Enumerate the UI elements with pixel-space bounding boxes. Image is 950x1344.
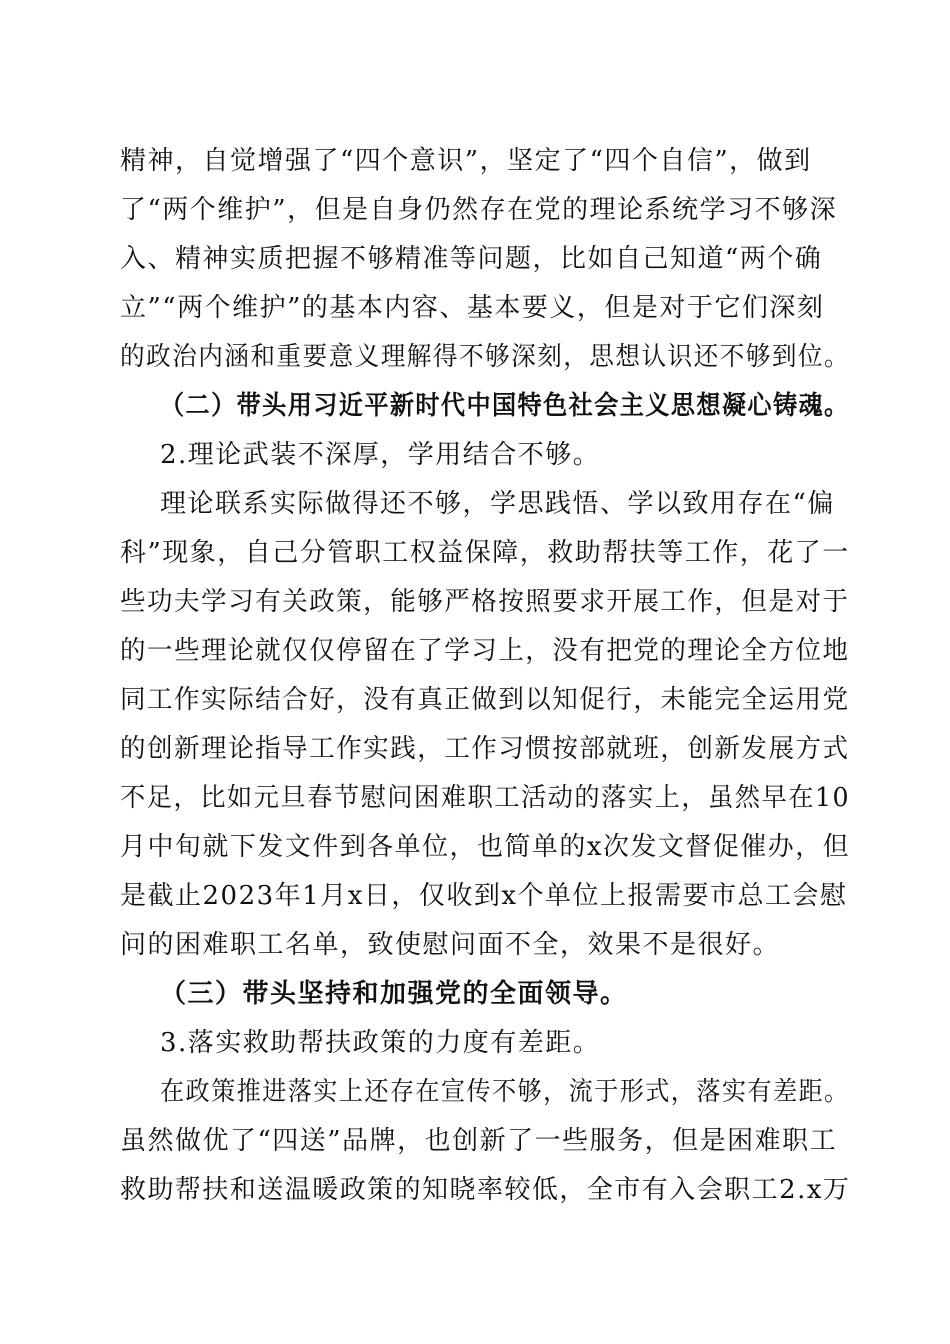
paragraph-line: 问的困难职工名单，致使慰问面不全，效果不是很好。 xyxy=(120,930,781,960)
paragraph-line: 些功夫学习有关政策，能够严格按照要求开展工作，但是对于 xyxy=(120,587,850,617)
subsection-heading-3: 3.落实救助帮扶政策的力度有差距。 xyxy=(160,1028,601,1058)
paragraph-line: 救助帮扶和送温暖政策的知晓率较低，全市有入会职工2.x万 xyxy=(120,1175,851,1205)
section-heading-3: （三）带头坚持和加强党的全面领导。 xyxy=(160,979,628,1009)
paragraph-line: 的一些理论就仅仅停留在了学习上，没有把党的理论全方位地 xyxy=(120,636,850,666)
paragraph-line: 的创新理论指导工作实践，工作习惯按部就班，创新发展方式 xyxy=(120,734,850,764)
paragraph-line: 精神，自觉增强了“四个意识”，坚定了“四个自信”，做到 xyxy=(120,146,812,176)
paragraph-line: 理论联系实际做得还不够，学思践悟、学以致用存在“偏 xyxy=(160,489,835,519)
paragraph-line: 在政策推进落实上还存在宣传不够，流于形式，落实有差距。 xyxy=(160,1077,850,1107)
paragraph-line: 是截止2023年1月x日，仅收到x个单位上报需要市总工会慰 xyxy=(120,881,848,911)
paragraph-line: 入、精神实质把握不够精准等问题，比如自己知道“两个确 xyxy=(120,244,823,274)
paragraph-line: 科”现象，自己分管职工权益保障，救助帮扶等工作，花了一 xyxy=(120,538,850,568)
subsection-heading-2: 2.理论武装不深厚，学用结合不够。 xyxy=(160,440,601,470)
paragraph-line: 了“两个维护”，但是自身仍然存在党的理论系统学习不够深 xyxy=(120,195,838,225)
section-heading-2: （二）带头用习近平新时代中国特色社会主义思想凝心铸魂。 xyxy=(160,391,850,421)
paragraph-line: 立”“两个维护”的基本内容、基本要义，但是对于它们深刻 xyxy=(120,293,825,323)
paragraph-line: 虽然做优了“四送”品牌，也创新了一些服务，但是困难职工 xyxy=(120,1126,838,1156)
paragraph-line: 同工作实际结合好，没有真正做到以知促行，未能完全运用党 xyxy=(120,685,850,715)
paragraph-line: 不足，比如元旦春节慰问困难职工活动的落实上，虽然早在10 xyxy=(120,783,851,813)
paragraph-line: 的政治内涵和重要意义理解得不够深刻，思想认识还不够到位。 xyxy=(120,342,851,372)
paragraph-line: 月中旬就下发文件到各单位，也简单的x次发文督促催办，但 xyxy=(120,832,851,862)
